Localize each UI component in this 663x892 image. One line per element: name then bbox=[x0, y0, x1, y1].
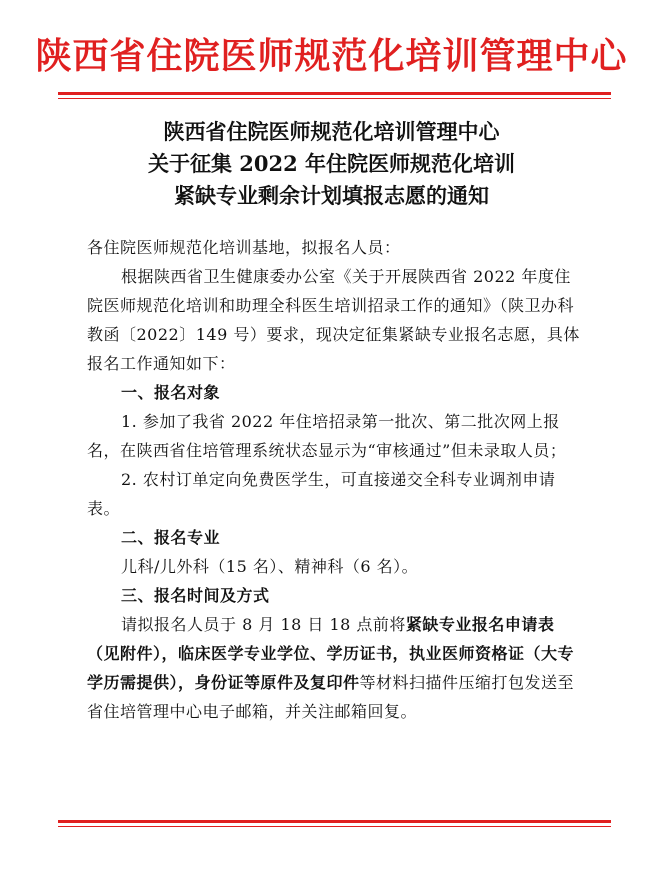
letterhead-rule-thick bbox=[58, 92, 611, 95]
section-3-heading: 三、报名时间及方式 bbox=[121, 586, 270, 605]
footer-rule-thin bbox=[58, 826, 611, 827]
section-3-content bbox=[87, 610, 587, 726]
notice-title bbox=[0, 116, 663, 212]
notice-title-line-2: 关于征集 2022 年住院医师规范化培训 bbox=[147, 151, 516, 176]
footer-rule-thick bbox=[58, 820, 611, 823]
section-3-text-1: 请拟报名人员于 8 月 18 日 18 点前将 bbox=[121, 615, 406, 634]
notice-title-line-1: 陕西省住院医师规范化培训管理中心 bbox=[163, 119, 500, 144]
section-2-content: 儿科/儿外科（15 名）、精神科（6 名）。 bbox=[121, 557, 419, 576]
notice-title-line-3: 紧缺专业剩余计划填报志愿的通知 bbox=[174, 183, 489, 208]
section-1-heading: 一、报名对象 bbox=[121, 383, 221, 402]
letterhead-title: 陕西省住院医师规范化培训管理中心 bbox=[35, 35, 628, 77]
letterhead-rule-thin bbox=[58, 98, 611, 99]
section-1-item-2: 2. 农村订单定向免费医学生，可直接递交全科专业调剂申请表。 bbox=[87, 470, 556, 518]
section-2-heading: 二、报名专业 bbox=[121, 528, 221, 547]
intro-paragraph: 根据陕西省卫生健康委办公室《关于开展陕西省 2022 年度住院医师规范化培训和助理全科医生培训招录工作的通知》（陕卫办科教函〔2022〕149 号）要求，现决定征集紧缺专业报名志愿，具体报名工作通知如下： bbox=[87, 267, 580, 373]
section-3-text-2: 等材料扫描件压缩打包发送至省住培管理中心电子邮箱，并关注邮箱回复。 bbox=[87, 673, 575, 721]
salutation: 各住院医师规范化培训基地，拟报名人员： bbox=[87, 238, 401, 257]
section-3-required-materials: 紧缺专业报名申请表（见附件），临床医学专业学位、学历证书，执业医师资格证（大专学历需提供），身份证等原件及复印件 bbox=[87, 615, 575, 692]
section-1-item-1: 1. 参加了我省 2022 年住培招录第一批次、第二批次网上报名，在陕西省住培管理系统状态显示为“审核通过”但未录取人员； bbox=[87, 412, 567, 460]
notice-body bbox=[87, 233, 587, 726]
